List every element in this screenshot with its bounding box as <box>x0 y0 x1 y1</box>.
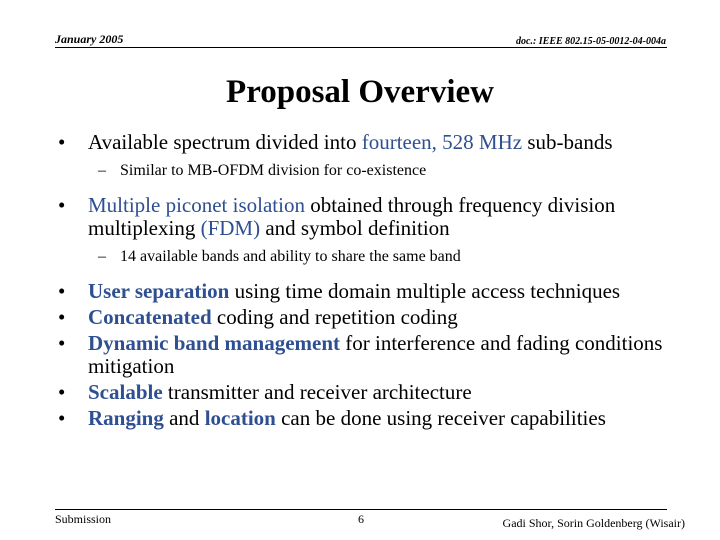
bullet-item <box>58 280 698 303</box>
sub-bullet-text: 14 available bands and ability to share the same band <box>120 248 461 265</box>
highlighted-term: Scalable <box>88 380 163 404</box>
bullet-text: sub-bands <box>522 130 613 154</box>
bullet-text: and symbol definition <box>260 216 450 240</box>
highlighted-term: Ranging <box>88 406 164 430</box>
bullet-text: coding and repetition coding <box>211 305 458 329</box>
header-date: January 2005 <box>55 32 124 46</box>
bullet-text: Available spectrum divided into <box>88 130 362 154</box>
highlighted-term: User separation <box>88 279 230 303</box>
highlighted-term: Dynamic band management <box>88 331 341 355</box>
bullet-item <box>58 407 698 430</box>
page-number: 6 <box>358 512 364 526</box>
bullet-text: obtained through frequency division multiplexing <box>88 193 616 240</box>
bullet-text: can be done using receiver capabilities <box>275 406 606 430</box>
footer-rule <box>55 509 667 510</box>
footer-authors: Gadi Shor, Sorin Goldenberg (Wisair) <box>502 516 685 530</box>
footer-submission: Submission <box>55 512 112 526</box>
bullet-text: using time domain multiple access techniques <box>229 279 621 303</box>
sub-bullet-item <box>58 248 698 266</box>
bullet-item <box>58 306 698 329</box>
bullet-marker: • <box>58 305 66 329</box>
bullet-marker: • <box>58 193 66 217</box>
highlighted-term: fourteen, 528 MHz <box>361 130 523 154</box>
slide-title: Proposal Overview <box>226 74 494 110</box>
header-doc-id: doc.: IEEE 802.15-05-0012-04-004a <box>516 36 666 47</box>
bullet-marker: • <box>58 331 66 355</box>
highlighted-term: Multiple piconet isolation <box>88 193 305 217</box>
bullet-item <box>58 131 698 154</box>
bullet-text: for interference and fading conditions mitigation <box>88 331 663 378</box>
bullet-text: and <box>163 406 205 430</box>
bullet-marker: • <box>58 380 66 404</box>
bullet-item <box>58 381 698 404</box>
bullet-marker: • <box>58 406 66 430</box>
sub-bullet-marker: – <box>98 162 106 179</box>
bullet-marker: • <box>58 279 66 303</box>
sub-bullet-text: Similar to MB-OFDM division for co-existence <box>120 162 427 179</box>
highlighted-term: Concatenated <box>88 305 212 329</box>
bullet-text: transmitter and receiver architecture <box>162 380 472 404</box>
bullet-marker: • <box>58 130 66 154</box>
bullet-list <box>58 131 698 433</box>
bullet-item <box>58 332 698 378</box>
sub-bullet-item <box>58 162 698 180</box>
highlighted-term: location <box>204 406 276 430</box>
header-rule <box>55 47 667 48</box>
bullet-item <box>58 194 698 240</box>
highlighted-term: (FDM) <box>200 216 261 240</box>
sub-bullet-marker: – <box>98 248 106 265</box>
